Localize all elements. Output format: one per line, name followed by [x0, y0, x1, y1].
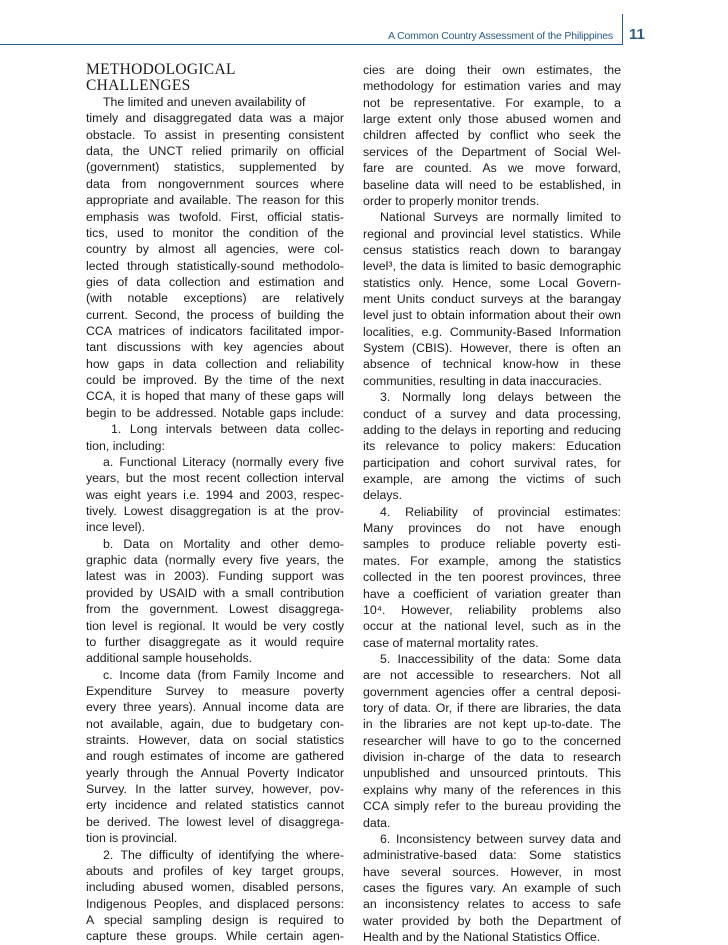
text-line: National Surveys are normally limited to	[380, 210, 621, 225]
text-line: ince level).	[86, 520, 146, 535]
text-line: 6. Inconsistency between survey data and	[380, 831, 621, 846]
text-line: The limited and uneven availability of	[103, 95, 306, 109]
text-line: researcher will have to go to the concerned	[363, 733, 621, 748]
text-line: 2. The difficulty of identifying the where-	[103, 847, 344, 862]
page-number: 11	[629, 26, 645, 43]
text-line: level³, the data is limited to basic demographic	[363, 259, 621, 274]
text-line: mates. For example, among the statistics	[363, 553, 621, 568]
text-line: data, the UNCT relied primarily on official	[86, 144, 344, 159]
text-line: services of the Department of Social Wel-	[363, 144, 621, 159]
text-line: (government) statistics, supplemented by	[86, 160, 344, 175]
text-line: graphic data (normally every five years, the	[86, 553, 344, 568]
right-column	[363, 62, 621, 945]
text-line: an inconsistency relates to access to safe	[363, 897, 621, 912]
text-line: 4. Reliability of provincial estimates:	[380, 504, 621, 519]
text-line: baseline data will need to be established, in	[363, 177, 621, 192]
text-line: its relevance to policy makers: Education	[363, 439, 621, 454]
text-line: lected through statistically-sound methodolo-	[86, 258, 344, 273]
text-line: conduct of a survey and data processing,	[363, 406, 621, 421]
text-line: unpublished and unsourced printouts. This	[363, 766, 621, 781]
text-line: government agencies offer a central deposi-	[363, 684, 621, 699]
text-line: to further disaggregate as it would require	[86, 634, 344, 649]
text-line: a. Functional Literacy (normally every five	[103, 454, 344, 469]
text-line: erty incidence and related statistics cannot	[86, 798, 344, 813]
text-line: tively. Lowest disaggregation is at the prov-	[86, 503, 344, 518]
text-line: adding to the delays in reporting and reducing	[363, 422, 621, 437]
text-line: timely and disaggregated data was a major	[86, 111, 344, 126]
text-line: tion is provincial.	[86, 831, 178, 846]
text-line: b. Data on Mortality and other demo-	[103, 536, 344, 551]
text-line: Expenditure Survey to measure poverty	[86, 683, 344, 698]
text-line: regional and provincial level statistics. While	[363, 226, 621, 241]
text-line: statistics only. Hence, some Local Govern-	[363, 275, 621, 290]
text-line: latest was in 2003). Funding support was	[86, 569, 344, 584]
text-line: not be representative. For example, to a	[363, 95, 621, 110]
text-line: localities, e.g. Community-Based Information	[363, 324, 621, 339]
text-line: CCA matrices of indicators facilitated impor-	[86, 324, 344, 339]
text-line: samples to produce reliable poverty esti-	[363, 537, 621, 552]
text-line: Health and by the National Statistics Office.	[363, 930, 601, 945]
text-line: tory of data. Or, if there are libraries, the data	[363, 701, 621, 716]
text-line: CCA simply refer to the bureau providing the	[363, 799, 621, 814]
text-line: every three years). Annual income data are	[86, 700, 344, 715]
text-line: not available, again, due to budgetary con-	[86, 716, 344, 731]
text-line: Many provinces do not have enough	[363, 521, 621, 536]
header-rule	[0, 44, 622, 45]
section-title	[86, 62, 344, 93]
text-line: 1. Long intervals between data collec-	[111, 422, 344, 437]
text-line: gies of data collection and estimation and	[86, 274, 344, 289]
text-line: tion level is regional. It would be very costly	[86, 618, 344, 633]
text-line: straints. However, data on social statistics	[86, 733, 344, 748]
section-title-line-2: CHALLENGES	[86, 76, 191, 94]
text-line: tics, used to monitor the condition of the	[86, 225, 344, 240]
text-line: provided by USAID with a small contribution	[86, 585, 344, 600]
text-line: years, but the most recent collection interval	[86, 471, 344, 486]
text-line: obstacle. To assist in presenting consistent	[86, 127, 344, 142]
text-line: ment Units conduct surveys at the barangay	[363, 292, 621, 307]
text-line: example, are among the victims of such	[363, 471, 621, 486]
text-line: have several sources. However, in most	[363, 864, 621, 879]
text-line: emphasis was twofold. First, official statis-	[86, 209, 344, 224]
text-line: abouts and profiles of key target groups,	[86, 863, 344, 878]
text-line: (with notable exceptions) are relatively	[86, 291, 344, 306]
text-line: appropriate and available. The reason for this	[86, 193, 344, 208]
text-line: fare are counted. As we move forward,	[363, 161, 621, 176]
text-line: including abused women, disabled persons,	[86, 880, 344, 895]
section-title-line-1: METHODOLOGICAL	[86, 61, 236, 78]
text-line: CCA, it is hoped that many of these gaps will	[86, 389, 344, 404]
text-line: data from nongovernment sources where	[86, 176, 344, 191]
text-line: from the government. Lowest disaggrega-	[86, 602, 344, 617]
text-line: division in-charge of the data to research	[363, 750, 621, 765]
text-line: A special sampling design is required to	[86, 912, 344, 927]
text-line: tant discussions with key agencies about	[86, 340, 344, 355]
text-line: begin to be addressed. Notable gaps include:	[86, 405, 344, 420]
text-line: in the libraries are not kept up-to-date. The	[363, 717, 621, 732]
text-line: delays.	[363, 488, 403, 503]
text-line: census statistics reach down to barangay	[363, 242, 621, 257]
text-line: 5. Inaccessibility of the data: Some data	[380, 651, 621, 666]
text-line: 10⁴. However, reliability problems also	[363, 602, 621, 617]
text-line: tion, including:	[86, 438, 165, 453]
text-line: have a coefficient of variation greater than	[363, 586, 621, 601]
text-line: c. Income data (from Family Income and	[103, 667, 344, 682]
text-line: absence of technical know-how in these	[363, 357, 621, 372]
text-line: yearly through the Annual Poverty Indicator	[86, 765, 344, 780]
text-line: occur at the national level, such as in the	[363, 619, 621, 634]
text-line: Indigenous Peoples, and displaced persons:	[86, 896, 344, 911]
header-divider	[622, 14, 623, 45]
text-line: administrative-based data: Some statistics	[363, 848, 621, 863]
text-line: water provided by both the Department of	[363, 913, 621, 928]
text-line: order to properly monitor trends.	[363, 193, 540, 208]
text-line: be derived. The lowest level of disaggrega-	[86, 814, 344, 829]
text-line: explains why many of the references in this	[363, 782, 621, 797]
left-column	[86, 62, 344, 945]
text-line: are not accessible to researchers. Not all	[363, 668, 621, 683]
text-line: was eight years i.e. 1994 and 2003, respec-	[86, 487, 344, 502]
text-line: level just to obtain information about their own	[363, 308, 621, 323]
text-line: country by almost all agencies, were col-	[86, 242, 344, 257]
text-line: 3. Normally long delays between the	[380, 390, 621, 405]
text-line: methodology for estimation varies and may	[363, 79, 621, 94]
text-line: cies are doing their own estimates, the	[363, 63, 621, 77]
text-line: capture these groups. While certain agen-	[86, 929, 344, 944]
text-line: large extent only those abused women and	[363, 112, 621, 127]
text-line: cases the figures vary. An example of such	[363, 880, 621, 895]
text-line: current. Second, the process of building the	[86, 307, 344, 322]
text-line: children affected by conflict who seek the	[363, 128, 621, 143]
text-line: and rough estimates of income are gathered	[86, 749, 344, 764]
text-line: data.	[363, 815, 391, 830]
text-line: System (CBIS). However, there is often an	[363, 341, 621, 356]
text-line: Survey. In the latter survey, however, pov-	[86, 782, 344, 797]
text-line: how gaps in data collection and reliability	[86, 356, 344, 371]
text-line: could be improved. By the time of the next	[86, 373, 344, 388]
text-line: collected in the ten poorest provinces, three	[363, 570, 621, 585]
running-head: A Common Country Assessment of the Philippines	[388, 30, 613, 42]
text-line: case of maternal mortality rates.	[363, 635, 539, 650]
text-line: participation and cohort survival rates, for	[363, 455, 621, 470]
text-line: additional sample households.	[86, 651, 253, 666]
text-line: communities, resulting in data inaccuracies.	[363, 373, 602, 388]
